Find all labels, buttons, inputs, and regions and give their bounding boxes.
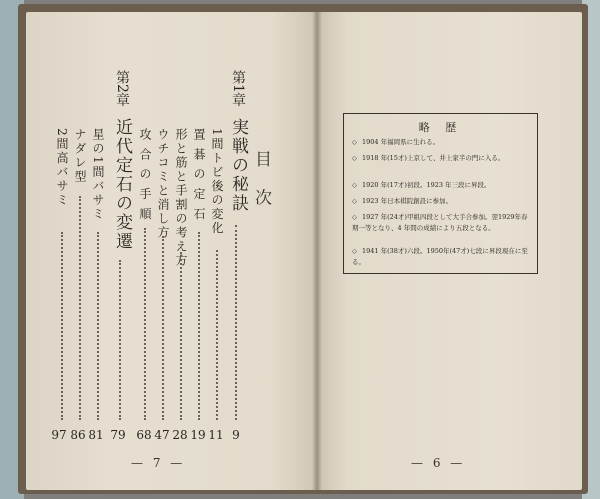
toc-title: 目 次	[251, 150, 271, 214]
diamond-bullet-icon: ◇	[352, 213, 357, 221]
right-page-number: — 6 —	[411, 456, 466, 470]
biography-entry: ◇ 1923 年日本棋院創設に参加。	[352, 197, 453, 205]
toc-item-2-2-page: 86	[70, 428, 86, 442]
toc-item-2-3-page: 97	[51, 428, 67, 442]
toc-item-1-3-dots	[180, 252, 182, 420]
toc-item-2-2: ナダレ型	[73, 128, 87, 184]
toc-item-2-1: 星の1間バサミ	[91, 128, 105, 222]
toc-item-1-4-page: 47	[154, 428, 170, 442]
toc-item-1-5-page: 68	[136, 428, 152, 442]
toc-item-1-4-dots	[162, 236, 164, 420]
diamond-bullet-icon: ◇	[352, 154, 357, 162]
chapter1-title: 実戦の秘訣	[228, 118, 248, 213]
chapter2-title: 近代定石の変遷	[112, 118, 132, 251]
book-gutter	[312, 12, 322, 490]
toc-item-1-5-dots	[144, 228, 146, 420]
chapter2-page: 79	[110, 428, 126, 442]
biography-entry: ◇ 1927 年(24才)甲組四段として大手合参加。翌1929年春期一等となり、4 年間の成績により五段となる。	[352, 213, 528, 232]
biography-entry: ◇ 1904 年福岡県に生れる。	[352, 138, 440, 146]
chapter1-page: 9	[232, 428, 240, 442]
diamond-bullet-icon: ◇	[352, 247, 357, 255]
toc-item-2-1-dots	[97, 232, 99, 420]
diamond-bullet-icon: ◇	[352, 197, 357, 205]
toc-item-1-2: 置 碁 の 定 石	[192, 128, 206, 222]
diamond-bullet-icon: ◇	[352, 138, 357, 146]
left-page	[26, 12, 316, 490]
chapter1-dots	[235, 225, 237, 420]
biography-title: 略 歴	[418, 121, 463, 134]
toc-item-2-1-page: 81	[88, 428, 104, 442]
toc-item-1-1-page: 11	[208, 428, 224, 442]
biography-entry: ◇ 1920 年(17才)初段。1923 年三段に昇段。	[352, 181, 491, 189]
toc-item-2-3: 2間高バサミ	[55, 128, 69, 208]
toc-item-1-2-page: 19	[190, 428, 206, 442]
toc-item-1-5: 攻 合 の 手 順	[138, 128, 152, 222]
chapter2-dots	[119, 260, 121, 420]
toc-item-1-1: 1間トビ後の変化	[210, 128, 224, 236]
toc-item-1-2-dots	[198, 232, 200, 420]
toc-item-1-3-page: 28	[172, 428, 188, 442]
toc-item-2-2-dots	[79, 196, 81, 420]
biography-box	[343, 113, 538, 274]
biography-entry: ◇ 1918 年(15才)上京して、井上家半の門に入る。	[352, 154, 505, 162]
biography-entry: ◇ 1941 年(38才)六段。1950年(47才)七段に昇段現在に至る。	[352, 247, 528, 266]
toc-item-1-3: 形と筋と手割の考え方	[174, 128, 188, 268]
left-page-number: — 7 —	[131, 456, 186, 470]
chapter2-label: 第2章	[114, 70, 130, 107]
toc-item-2-3-dots	[61, 232, 63, 420]
diamond-bullet-icon: ◇	[352, 181, 357, 189]
toc-item-1-1-dots	[216, 250, 218, 420]
chapter1-label: 第1章	[230, 70, 246, 107]
toc-item-1-4: ウチコミと消し方	[156, 128, 170, 240]
